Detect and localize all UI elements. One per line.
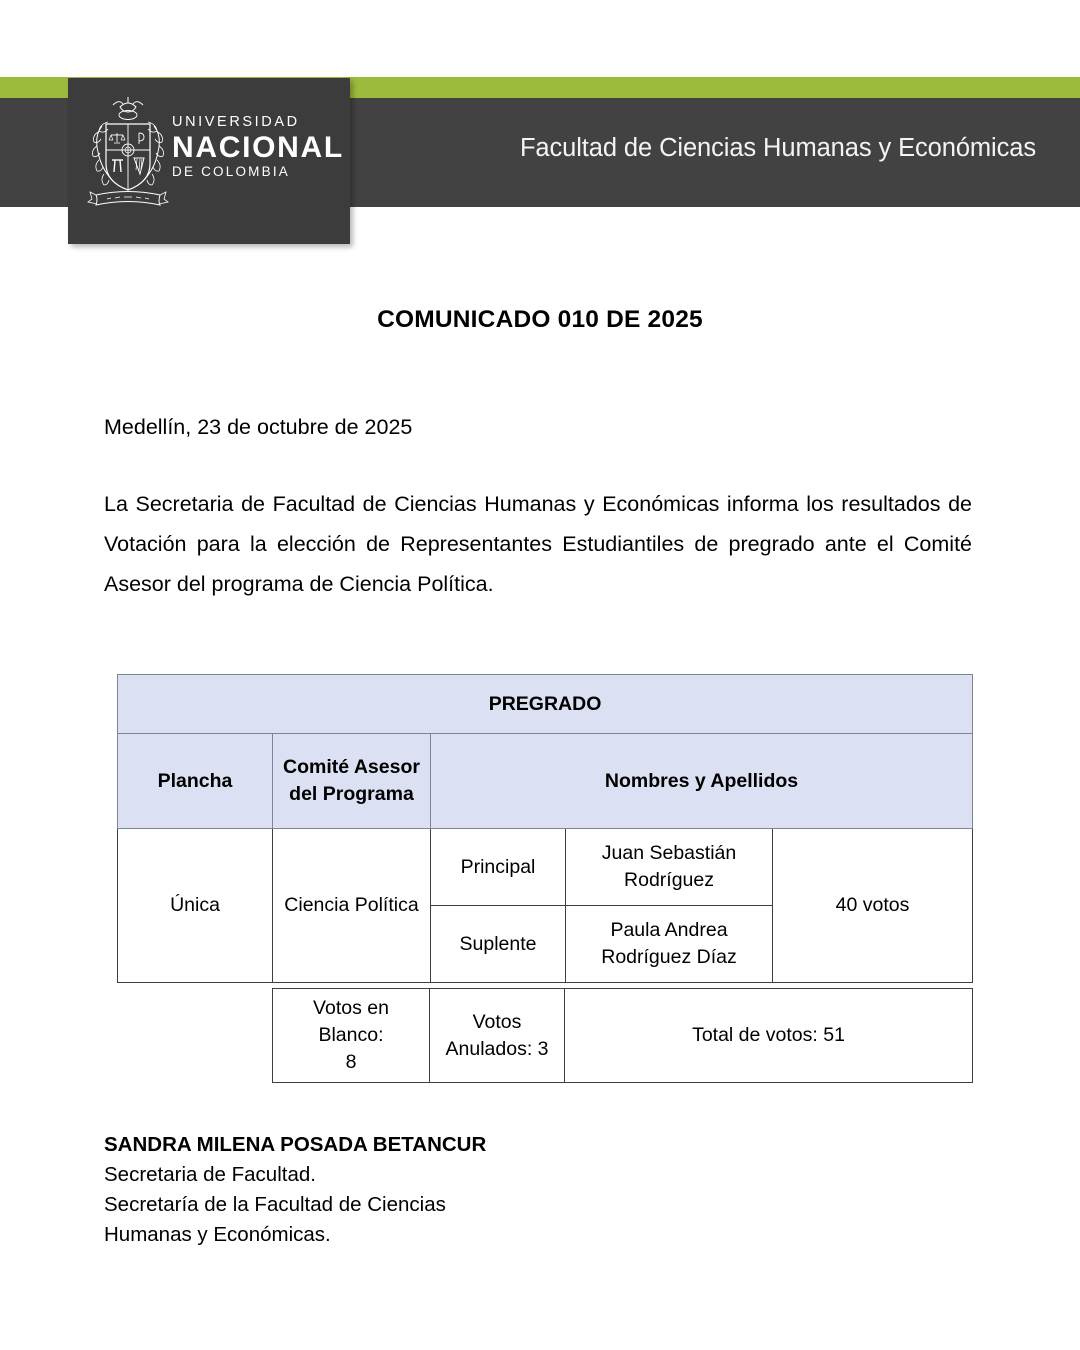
signature-block: [104, 1130, 486, 1250]
column-header-comite: [273, 734, 431, 829]
date-line: Medellín, 23 de octubre de 2025: [104, 415, 413, 439]
wordmark-nacional: NACIONAL: [172, 130, 344, 164]
votos-anulados-line1: Votos: [472, 1010, 522, 1033]
cell-name-principal: [566, 829, 773, 906]
university-logo-box: [68, 78, 350, 244]
cell-role-principal: Principal: [431, 829, 566, 906]
cell-role-suplente: Suplente: [431, 906, 566, 983]
votos-blanco-line2: 8: [345, 1051, 357, 1073]
column-header-plancha: Plancha: [118, 734, 273, 829]
wordmark-universidad: UNIVERSIDAD: [172, 114, 300, 130]
university-wordmark: [172, 114, 344, 179]
table-section-header-row: [118, 675, 973, 734]
votos-blanco-line1: Votos en Blanco:: [313, 997, 389, 1046]
principal-name-line2: Rodríguez: [624, 869, 714, 891]
cell-plancha: Única: [118, 829, 273, 983]
totals-row: [273, 989, 973, 1083]
signature-role: Secretaria de Facultad.: [104, 1163, 316, 1186]
cell-votos-anulados: [430, 989, 565, 1083]
votos-anulados-line2: Anulados: 3: [445, 1037, 549, 1060]
cell-votes: 40 votos: [773, 829, 973, 983]
cell-total-votos: Total de votos: 51: [565, 989, 973, 1083]
principal-name-line1: Juan Sebastián: [601, 842, 737, 864]
page-header: [0, 0, 1080, 260]
signature-name: SANDRA MILENA POSADA BETANCUR: [104, 1133, 487, 1156]
cell-name-suplente: [566, 906, 773, 983]
table-row: [118, 829, 973, 906]
signature-office-line2: Humanas y Económicas.: [104, 1223, 331, 1246]
body-paragraph: La Secretaria de Facultad de Ciencias Humanas y Económicas informa los resultados de Votación para la elección de Representantes Estudiantiles de pregrado ante el Comité Asesor del programa de Ciencia Política.: [104, 492, 972, 596]
wordmark-de-colombia: DE COLOMBIA: [172, 163, 290, 179]
totals-table: [272, 988, 973, 1083]
cell-programa: Ciencia Política: [273, 829, 431, 983]
national-coat-of-arms-icon: [80, 92, 176, 214]
signature-office-line1: Secretaría de la Facultad de Ciencias: [104, 1193, 446, 1216]
comite-header-line2: del Programa: [289, 783, 414, 805]
cell-votos-blanco: [273, 989, 430, 1083]
column-header-names: Nombres y Apellidos: [431, 734, 973, 829]
table-column-header-row: [118, 734, 973, 829]
results-table: [117, 674, 973, 983]
suplente-name-line1: Paula Andrea: [610, 919, 728, 941]
faculty-name: Facultad de Ciencias Humanas y Económicas: [519, 134, 1036, 162]
page-title: COMUNICADO 010 DE 2025: [377, 306, 703, 333]
comite-header-line1: Comité Asesor: [283, 756, 420, 778]
section-title-pregrado: PREGRADO: [118, 675, 973, 734]
suplente-name-line2: Rodríguez Díaz: [601, 946, 737, 968]
